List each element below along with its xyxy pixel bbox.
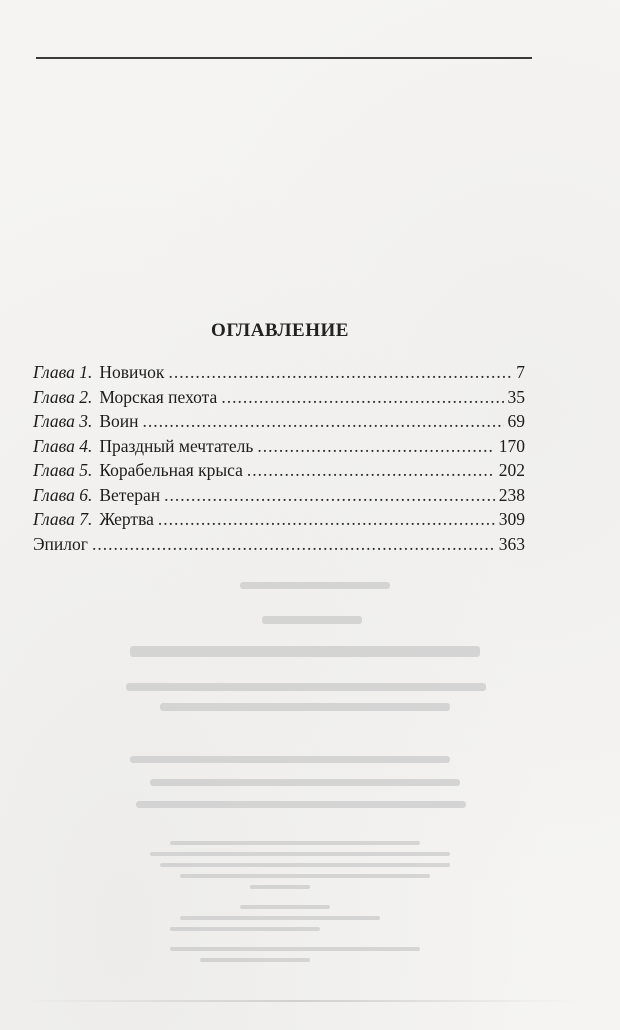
toc-page-number: 202 — [498, 460, 525, 480]
toc-page-number: 7 — [516, 362, 525, 382]
toc-chapter-number: Глава 1. — [33, 362, 93, 382]
toc-page-number: 69 — [507, 411, 525, 431]
toc-page-number: 170 — [498, 435, 525, 456]
toc-page-number: 238 — [498, 484, 525, 505]
bottom-smudge — [20, 1000, 580, 1002]
toc-chapter-title: Жертва — [99, 509, 154, 529]
toc-chapter-number: Глава 5. — [33, 460, 93, 480]
toc-chapter-number: Глава 2. — [33, 386, 93, 407]
toc-chapter-title: Эпилог — [33, 533, 88, 554]
toc-page-number: 363 — [498, 533, 525, 554]
toc-title: ОГЛАВЛЕНИЕ — [211, 320, 349, 341]
toc-chapter-title: Новичок — [99, 362, 165, 382]
toc-chapter-number: Глава 3. — [33, 411, 93, 431]
toc-page-number: 35 — [507, 386, 525, 407]
toc-chapter-title: Корабельная крыса — [99, 460, 243, 480]
toc-chapter-title: Ветеран — [99, 484, 161, 505]
toc-chapter-title: Праздный мечтатель — [99, 435, 254, 456]
toc-chapter-title: Морская пехота — [99, 386, 218, 407]
toc-chapter-number: Глава 7. — [33, 509, 93, 529]
toc-page-number: 309 — [498, 509, 525, 529]
toc-chapter-number: Глава 6. — [33, 484, 93, 505]
toc-chapter-title: Воин — [99, 411, 139, 431]
toc-chapter-number: Глава 4. — [33, 435, 93, 456]
